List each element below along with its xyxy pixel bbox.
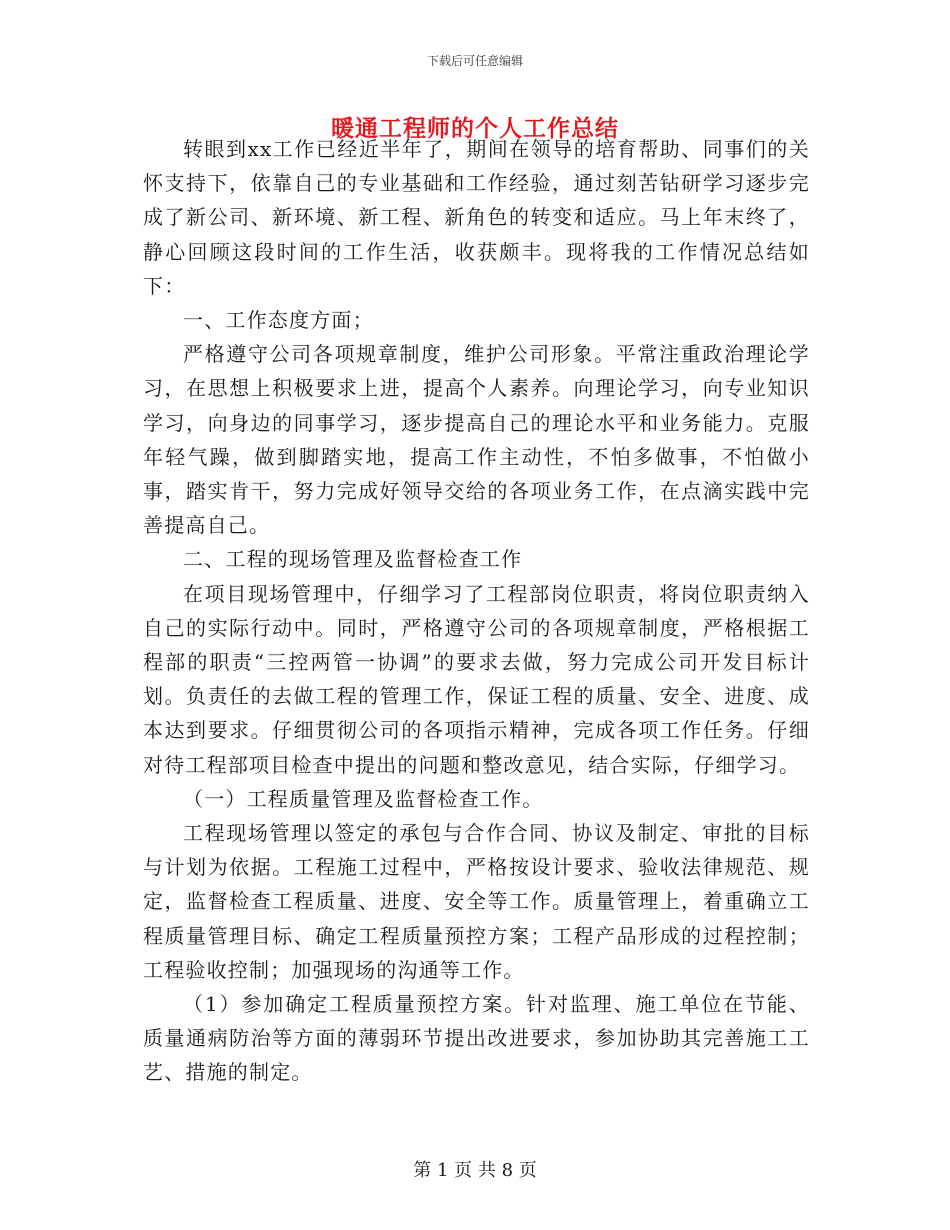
document-body [143,132,810,1090]
paragraph-site-management: 在项目现场管理中，仔细学习了工程部岗位职责，将岗位职责纳入自己的实际行动中。同时，严格遵守公司的各项规章制度，严格根据工程部的职责“三控两管一协调”的要求去做，努力完成公司开发目标计划。负责任的去做工程的管理工作，保证工程的质量、安全、进度、成本达到要求。仔细贯彻公司的各项指示精神，完成各项工作任务。仔细对待工程部项目检查中提出的问题和整改意见，结合实际，仔细学习。 [143,581,810,777]
paragraph-work-attitude: 严格遵守公司各项规章制度，维护公司形象。平常注重政治理论学习，在思想上积极要求上进，提高个人素养。向理论学习，向专业知识学习，向身边的同事学习，逐步提高自己的理论水平和业务能力。克服年轻气躁，做到脚踏实地，提高工作主动性，不怕多做事，不怕做小事，踏实肯干，努力完成好领导交给的各项业务工作，在点滴实践中完善提高自己。 [143,342,810,538]
paragraph-quality-management: 工程现场管理以签定的承包与合作合同、协议及制定、审批的目标与计划为依据。工程施工过程中，严格按设计要求、验收法律规范、规定，监督检查工程质量、进度、安全等工作。质量管理上，着重确立工程质量管理目标、确定工程质量预控方案；工程产品形成的过程控制；工程验收控制；加强现场的沟通等工作。 [143,821,810,982]
paragraph-quality-precontrol: （1）参加确定工程质量预控方案。针对监理、施工单位在节能、质量通病防治等方面的薄弱环节提出改进要求，参加协助其完善施工工艺、措施的制定。 [143,992,810,1085]
page-header-note: 下载后可任意编辑 [426,54,523,68]
subsection-heading-quality: （一）工程质量管理及监督检查工作。 [183,786,544,811]
paragraph-intro: 转眼到xx工作已经近半年了，期间在领导的培育帮助、同事们的关怀支持下，依靠自己的专业基础和工作经验，通过刻苦钻研学习逐步完成了新公司、新环境、新工程、新角色的转变和适应。马上年末终了，静心回顾这段时间的工作生活，收获颇丰。现将我的工作情况总结如下： [143,137,810,298]
section-heading-work-attitude: 一、工作态度方面； [183,308,374,333]
page-number: 第 1 页 共 8 页 [413,1160,537,1181]
section-heading-site-management: 二、工程的现场管理及监督检查工作 [183,547,523,572]
document-title: 暖通工程师的个人工作总结 [331,115,619,142]
